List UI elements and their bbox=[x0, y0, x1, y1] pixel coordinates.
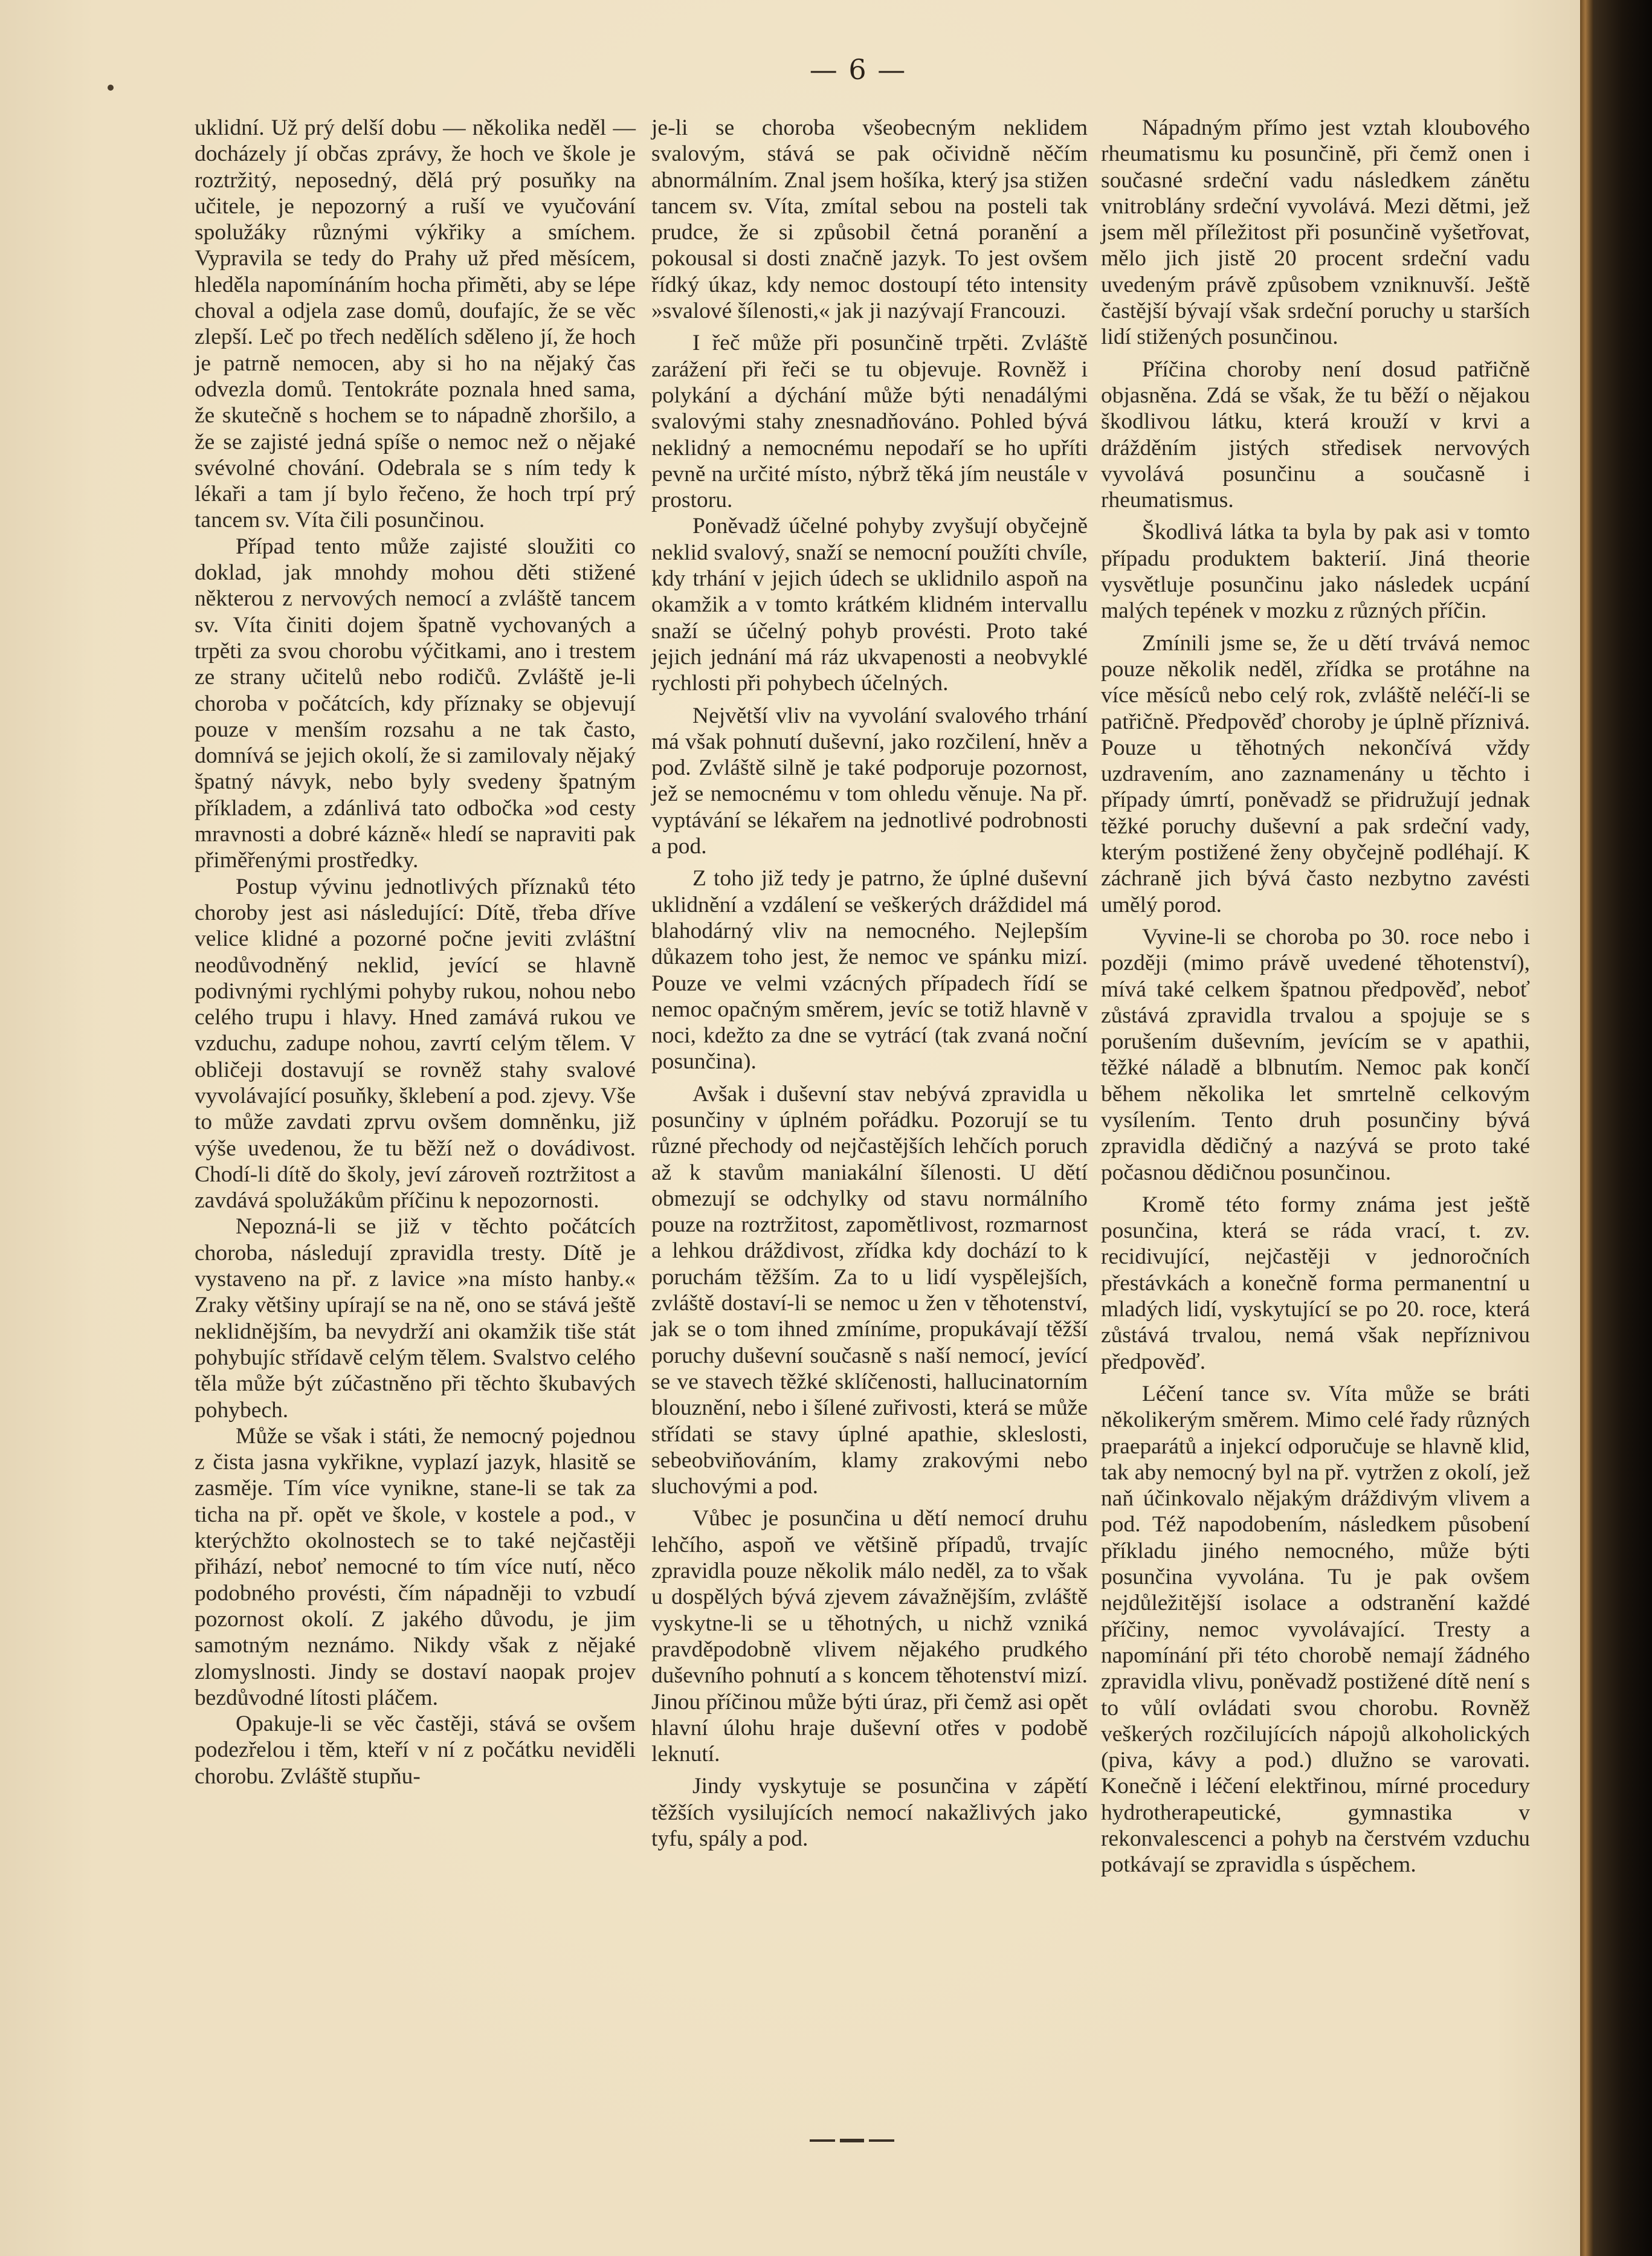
paragraph: Vůbec je posunčina u dětí nemocí druhu lehčího, aspoň ve většině případů, trvajíc zpravidla pouze několik málo neděl, za to však u dospělých bývá zjevem závažnějším, zvláště vyskytne-li se u těhotných, u nichž vzniká pravděpodobně vlivem nějakého prudkého duševního pohnutí a s koncem těhotenství mizí. Jinou příčinou může býti úraz, při čemž asi opět hlavní úlohu hraje duševní otřes v podobě leknutí. bbox=[651, 1506, 1088, 1767]
paragraph: Může se však i státi, že nemocný pojednou z čista jasna vykřikne, vyplazí jazyk, hlasitě se zasměje. Tím více vynikne, stane-li se tak za ticha na př. opět ve škole, v kostele a pod., v kterýchžto okolnostech se to také nejčastěji přihází, neboť nemocné to tím více nutí, něco podobného provésti, čím nápadněji to vzbudí pozornost okolí. Z jakého důvodu, je jim samotným neznámo. Nikdy však z nějaké zlomyslnosti. Jindy se dostaví naopak projev bezdůvodné lítosti pláčem. bbox=[195, 1423, 636, 1710]
paragraph: Zmínili jsme se, že u dětí trvává nemoc pouze několik neděl, zřídka se protáhne na více měsíců nebo celý rok, zvláště neléčí-li se patřičně. Předpověď choroby je úplně příznivá. Pouze u těhotných nekončívá vždy uzdravením, ano zaznamenány u těchto i případy úmrtí, poněvadž se přidružují jednak těžké poruchy duševní a pak srdeční vady, kterým postižené ženy obyčejně podléhají. K záchraně jich bývá často nezbytno zavésti umělý porod. bbox=[1101, 630, 1530, 917]
page-edge-shadow bbox=[1593, 0, 1652, 2256]
end-ornament-rule bbox=[810, 2139, 894, 2143]
paragraph: Kromě této formy známa jest ještě posunčina, která se ráda vrací, t. zv. recidivující, nejčastěji v jednoročních přestávkách a konečně forma permanentní u mladých lidí, vyskytující se po 20. roce, která zůstává trvalou, nemá však nepříznivou předpověď. bbox=[1101, 1192, 1530, 1374]
text-column-2 bbox=[651, 115, 1088, 1852]
paragraph: Jindy vyskytuje se posunčina v zápětí těžších vysilujících nemocí nakažlivých jako tyfu, spály a pod. bbox=[651, 1774, 1088, 1851]
paragraph: Nápadným přímo jest vztah kloubového rheumatismu ku posunčině, při čemž onen i současné srdeční vadu následkem zánětu vnitroblány srdeční vyvolává. Mezi dětmi, jež jsem měl příležitost při posunčině vyšetřovat, mělo jich jistě 20 procent srdeční vadu uvedeným právě způsobem vzniknuvší. Ještě častější bývají však srdeční poruchy u starších lidí stižených posunčinou. bbox=[1101, 115, 1530, 350]
paragraph: Vyvine-li se choroba po 30. roce nebo i později (mimo právě uvedené těhotenství), mívá také celkem špatnou předpověď, neboť zůstává zpravidla trvalou a spojuje se s porušením duševním, jevícím se v apathii, těžké náladě a blbnutím. Nemoc pak končí během několika let smrtelně celkovým vysílením. Tento druh posunčiny bývá zpravidla dědičný a nazývá se proto také počasnou dědičnou posunčinou. bbox=[1101, 924, 1530, 1185]
book-spine bbox=[1580, 0, 1593, 2256]
paragraph: Největší vliv na vyvolání svalového trhání má však pohnutí duševní, jako rozčilení, hněv a pod. Zvláště silně je také podporuje pozornost, jež se nemocnému v tom ohledu věnuje. Na př. vyptávání se lékařem na jednotlivé podrobnosti a pod. bbox=[651, 703, 1088, 859]
paragraph: I řeč může při posunčině trpěti. Zvláště zarážení při řeči se tu objevuje. Rovněž i polykání a dýchání může býti nenadálými svalovými stahy znesnadňováno. Pohled bývá neklidný a nemocnému nepodaří se ho upříti pevně na určité místo, nýbrž těká jím neustále v prostoru. bbox=[651, 331, 1088, 513]
paragraph: Škodlivá látka ta byla by pak asi v tomto případu produktem bakterií. Jiná theorie vysvětluje posunčinu jako následek ucpání malých tepének v mozku z různých příčin. bbox=[1101, 520, 1530, 624]
paragraph: Avšak i duševní stav nebývá zpravidla u posunčiny v úplném pořádku. Pozorují se tu různé přechody od nejčastějších lehčích poruch až k stavům maniakální šílenosti. U dětí obmezují se odchylky od stavu normálního pouze na roztržitost, zapomětlivost, rozmarnost a lehkou dráždivost, zřídka kdy dochází to k poruchám těžším. Za to u lidí vyspělejších, zvláště dostaví-li se nemoc u žen v těhotenství, jak se o tom ihned zmíníme, propukávají těžší poruchy duševní současně s naší nemocí, jevící se ve stavech těžké sklíčenosti, hallucinatorním blouznění, nebo i šílené zuřivosti, která se může střídati se stavy úplné apathie, skleslosti, sebeobviňováním, klamy zrakovými nebo sluchovými a pod. bbox=[651, 1081, 1088, 1499]
paragraph: Opakuje-li se věc častěji, stává se ovšem podezřelou i těm, kteří v ní z počátku neviděli chorobu. Zvláště stupňu- bbox=[195, 1711, 636, 1789]
text-column-3 bbox=[1101, 115, 1530, 1878]
paragraph: Poněvadž účelné pohyby zvyšují obyčejně neklid svalový, snaží se nemocní použíti chvíle, kdy trhání v jejich údech se uklidnilo aspoň na okamžik a v tomto krátkém klidném intervallu snaží se účelný pohyb provésti. Proto také jejich jednání má ráz ukvapenosti a neobvyklé rychlosti při pohybech účelných. bbox=[651, 514, 1088, 696]
paragraph: Postup vývinu jednotlivých příznaků této choroby jest asi následující: Dítě, třeba dříve velice klidné a pozorné počne jeviti zvláštní neodůvodněný neklid, jevící se hlavně podivnými rychlými pohyby rukou, nohou nebo celého trupu i hlavy. Hned zamává rukou ve vzduchu, zadupe nohou, zavrtí celým tělem. V obličeji dostavují se rovněž stahy svalové vyvolávající posuňky, šklebení a pod. zjevy. Vše to může zavdati zprvu ovšem domněnku, již výše uvedenou, že tu běží než o dovádivost. Chodí-li dítě do školy, jeví zároveň roztržitost a zavdává spolužákům příčinu k nepozornosti. bbox=[195, 874, 636, 1214]
paragraph: je-li se choroba všeobecným neklidem svalovým, stává se pak očividně něčím abnormálním. Znal jsem hošíka, který jsa stižen tancem sv. Víta, zmítal sebou na posteli tak prudce, že si způsobil četná poranění a pokousal si dosti značně jazyk. To jest ovšem řídký úkaz, kdy nemoc dostoupí této intensity »svalové šílenosti,« jak ji nazývají Francouzi. bbox=[651, 115, 1088, 324]
paragraph: Případ tento může zajisté sloužiti co doklad, jak mnohdy mohou děti stižené některou z nervových nemocí a zvláště tancem sv. Víta činiti dojem špatně vychovaných a trpěti za svou chorobu výčitkami, ano i trestem ze strany učitelů nebo rodičů. Zvláště je-li choroba v počátcích, kdy příznaky se objevují pouze v menším rozsahu a ne tak často, domnívá se jejich okolí, že si zamilovaly nějaký špatný návyk, nebo byly svedeny špatným příkladem, a zdánlivá tato odbočka »od cesty mravnosti a dobré kázně« hledí se napraviti pak přiměřenými prostředky. bbox=[195, 534, 636, 873]
ink-speck bbox=[108, 85, 114, 91]
paragraph: Nepozná-li se již v těchto počátcích choroba, následují zpravidla tresty. Dítě je vystaveno na př. z lavice »na místo hanby.« Zraky většiny upírají se na ně, ono se stává ještě neklidnějším, ba nevydrží ani okamžik tiše stát pohybujíc střídavě celým tělem. Svalstvo celého těla může být zúčastněno při těchto škubavých pohybech. bbox=[195, 1214, 636, 1423]
text-column-1 bbox=[195, 115, 636, 1789]
paragraph: Příčina choroby není dosud patřičně objasněna. Zdá se však, že tu běží o nějakou škodlivou látku, která krouží v krvi a drážděním jistých středisek nervových vyvolává posunčinu a současně i rheumatismus. bbox=[1101, 357, 1530, 513]
page-number: — 6 — bbox=[809, 53, 907, 86]
paragraph: Z toho již tedy je patrno, že úplné duševní uklidnění a vzdálení se veškerých dráždidel má blahodárný vliv na nemocného. Nejlepším důkazem toho jest, že nemoc ve spánku mizí. Pouze ve velmi vzácných případech řídí se nemoc opačným směrem, jevíc se totiž hlavně v noci, kdežto za dne se vytrácí (tak zvaná noční posunčina). bbox=[651, 866, 1088, 1075]
paragraph: Léčení tance sv. Víta může se bráti několikerým směrem. Mimo celé řady různých praeparátů a injekcí odporučuje se hlavně klid, tak aby nemocný byl na př. vytržen z okolí, jež naň účinkovalo nějakým dráždivým vlivem a pod. Též napodobením, následkem působení příkladu jiného nemocného, může býti posunčina vyvolána. Tu je pak ovšem nejdůležitější isolace a odstranění každé příčiny, nemoc vyvolávající. Tresty a napomínání při této chorobě nemají žádného zpravidla vlivu, poněvadž postižené dítě není s to vůlí ovládati svou chorobu. Rovněž veškerých rozčilujících nápojů alkoholických (piva, kávy a pod.) dlužno se varovati. Konečně i léčení elektřinou, mírné procedury hydrotherapeutické, gymnastika v rekonvalescenci a pohyb na čerstvém vzduchu potkávají se zpravidla s úspěchem. bbox=[1101, 1381, 1530, 1878]
paragraph: uklidní. Už prý delší dobu — několika neděl — docházely jí občas zprávy, že hoch ve škole je roztržitý, neposedný, dělá prý posuňky na učitele, je nepozorný a ruší ve vyučování spolužáky různými výkřiky a smíchem. Vypravila se tedy do Prahy už před měsícem, hleděla napomínáním hocha přiměti, aby se lépe choval a odjela zase domů, doufajíc, že se věc zlepší. Leč po třech nedělích sděleno jí, že hoch je patrně nemocen, aby si ho na nějaký čas odvezla domů. Tentokráte poznala hned sama, že skutečně s hochem se to nápadně zhoršilo, a že se zajisté jedná spíše o nemoc než o nějaké svévolné chování. Odebrala se s ním tedy k lékaři a tam jí bylo řečeno, že hoch trpí prý tancem sv. Víta čili posunčinou. bbox=[195, 115, 636, 533]
